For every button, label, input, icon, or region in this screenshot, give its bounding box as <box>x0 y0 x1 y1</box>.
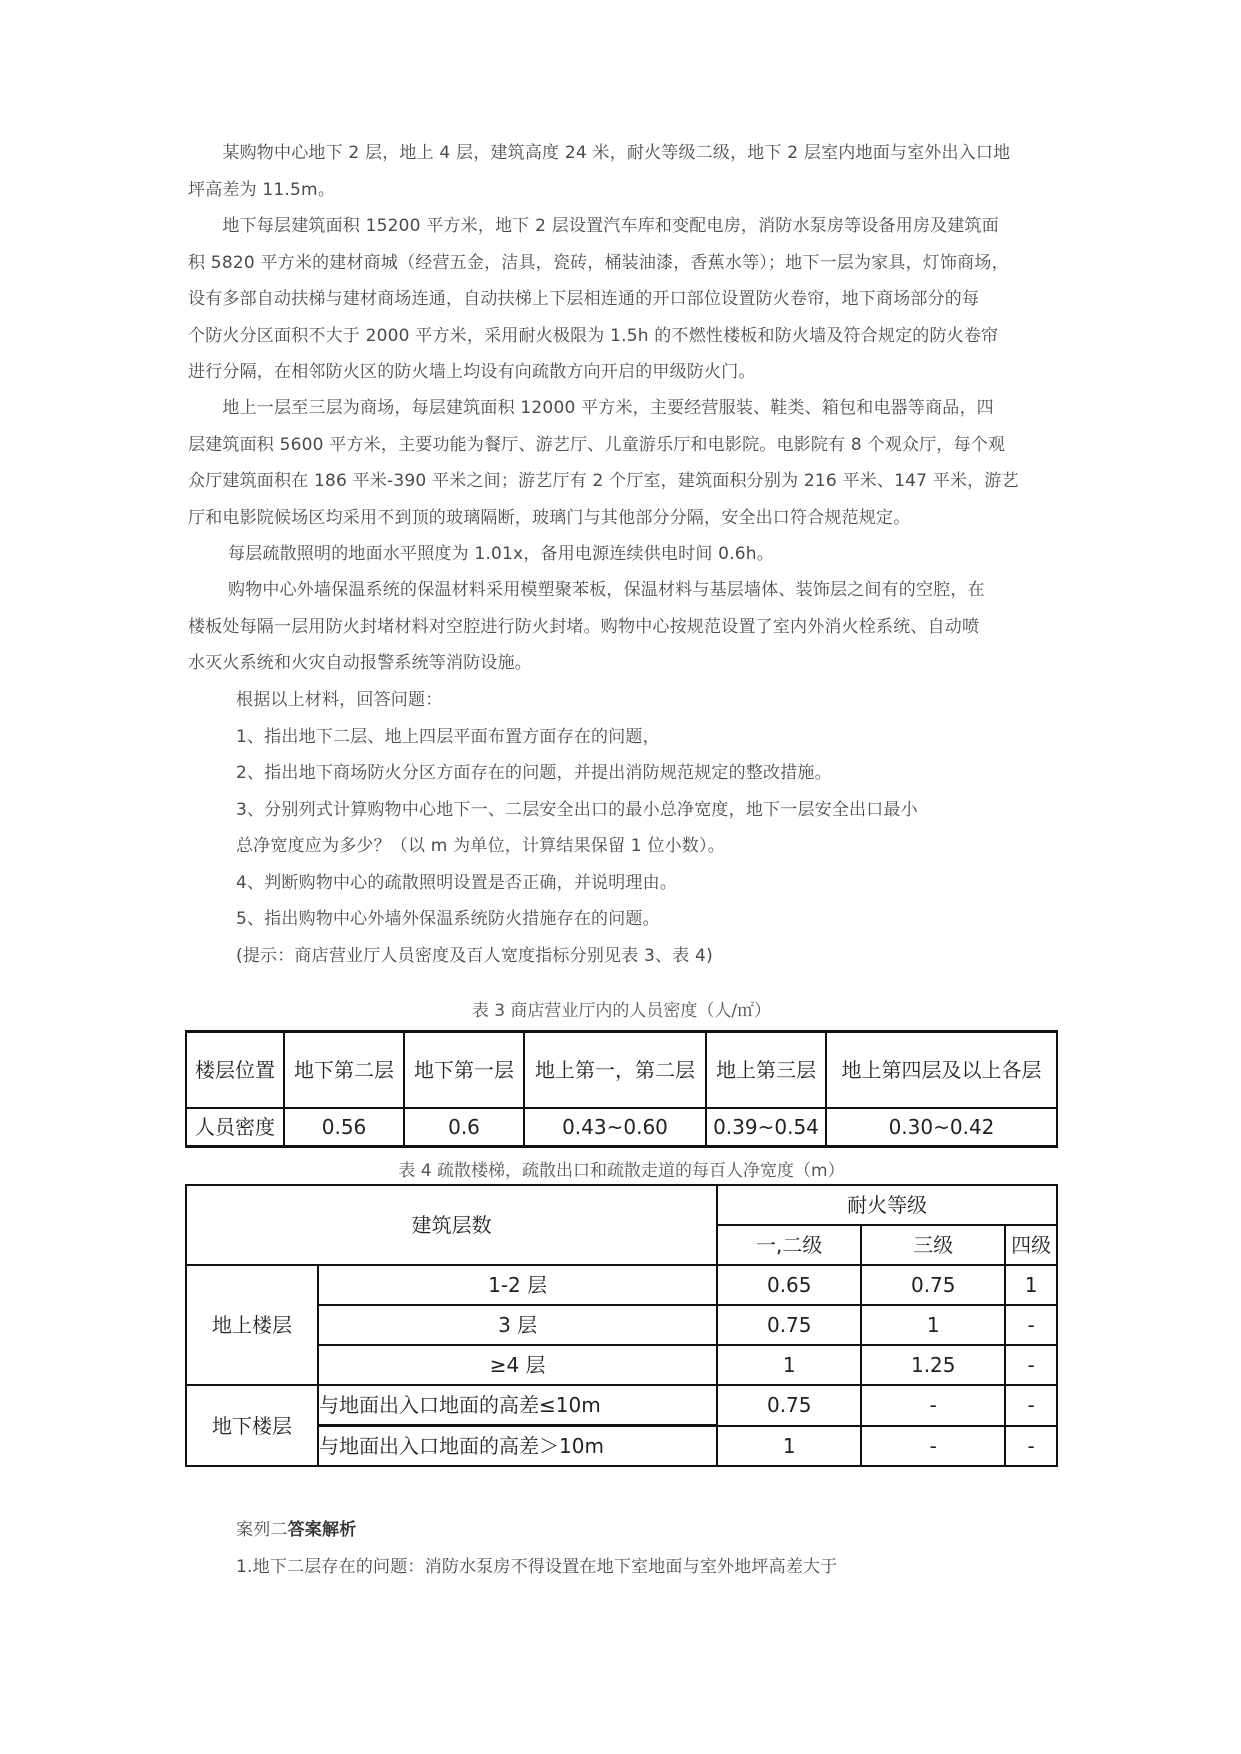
table-cell: - <box>861 1385 1005 1426</box>
table-row <box>186 1108 1057 1147</box>
questions-block <box>236 682 1106 974</box>
table-cell: 1 <box>717 1345 861 1385</box>
table-cell: 1 <box>861 1305 1005 1345</box>
answer-block <box>236 1512 1106 1585</box>
text-line: 某购物中心地下 2 层，地上 4 层，建筑高度 24 米，耐火等级二级，地下 2 层室内地面与室外出入口地 <box>188 143 1011 163</box>
table-cell: 0.75 <box>861 1265 1005 1305</box>
table-header-row <box>186 1185 1057 1225</box>
paragraph-building-overview <box>188 135 1058 208</box>
hint-text: (提示：商店营业厅人员密度及百人宽度指标分别见表 3、表 4) <box>236 945 713 966</box>
grade-header: 四级 <box>1005 1225 1057 1265</box>
table-cell: - <box>861 1426 1005 1467</box>
header-cell: 地下第一层 <box>404 1032 524 1109</box>
text-line: 地下每层建筑面积 15200 平方米，地下 2 层设置汽车库和变配电房，消防水泵房等设备用房及建筑面 <box>188 216 999 236</box>
floors-cell: 与地面出入口地面的高差≤10m <box>318 1385 717 1426</box>
group-label: 地下楼层 <box>186 1385 318 1466</box>
question-item: 2、指出地下商场防火分区方面存在的问题，并提出消防规范规定的整改措施。 <box>236 763 832 783</box>
answer-line: 1.地下二层存在的问题：消防水泵房不得设置在地下室地面与室外地坪高差大于 <box>236 1556 838 1577</box>
table-row <box>186 1265 1057 1305</box>
text-line: 个防火分区面积不大于 2000 平方米，采用耐火极限为 1.5h 的不燃性楼板和防火墙及符合规定的防火卷帘 <box>188 325 999 346</box>
corner-header: 建筑层数 <box>186 1185 717 1265</box>
text-line: 水灭火系统和火灾自动报警系统等消防设施。 <box>188 653 532 673</box>
question-item: 3、分别列式计算购物中心地下一、二层安全出口的最小总净宽度，地下一层安全出口最小 <box>236 799 918 820</box>
text-line: 层建筑面积 5600 平方米，主要功能为餐厅、游艺厅、儿童游乐厅和电影院。电影院有 8 个观众厅，每个观 <box>188 434 1006 455</box>
answer-title-bold: 答案解析 <box>287 1520 357 1540</box>
answer-title <box>236 1512 1106 1549</box>
header-cell: 楼层位置 <box>186 1032 284 1109</box>
paragraph-underground <box>188 208 1058 391</box>
text-line: 坪高差为 11.5m。 <box>188 179 336 200</box>
header-cell: 地上第三层 <box>706 1032 826 1109</box>
question-item: 4、判断购物中心的疏散照明设置是否正确，并说明理由。 <box>236 872 678 893</box>
group-header: 耐火等级 <box>717 1185 1057 1225</box>
text-line: 积 5820 平方米的建材商城（经营五金，洁具，瓷砖，桶装油漆，香蕉水等）；地下一层为家具，灯饰商场， <box>188 252 1009 273</box>
table-row <box>186 1385 1057 1426</box>
table-header-row <box>186 1032 1057 1109</box>
grade-header: 一,二级 <box>717 1225 861 1265</box>
grade-header: 三级 <box>861 1225 1005 1265</box>
table-cell: 0.75 <box>717 1305 861 1345</box>
table-occupant-density <box>185 1030 1058 1148</box>
table-cell: 0.75 <box>717 1385 861 1426</box>
text-line: 楼板处每隔一层用防火封堵材料对空腔进行防火封堵。购物中心按规范设置了室内外消火栓系统、自动喷 <box>188 616 980 637</box>
text-line: 购物中心外墙保温系统的保温材料采用模塑聚苯板，保温材料与基层墙体、装饰层之间有的空腔，在 <box>188 580 985 600</box>
table4-caption: 表 4 疏散楼梯，疏散出口和疏散走道的每百人净宽度（m） <box>398 1161 845 1181</box>
header-cell: 地下第二层 <box>284 1032 404 1109</box>
table-cell: 0.43~0.60 <box>524 1108 706 1147</box>
floors-cell: ≥4 层 <box>318 1345 717 1385</box>
table-cell: 1 <box>717 1426 861 1467</box>
text-line: 设有多部自动扶梯与建材商场连通，自动扶梯上下层相连通的开口部位设置防火卷帘，地下商场部分的每 <box>188 289 980 309</box>
header-cell: 地上第四层及以上各层 <box>826 1032 1057 1109</box>
group-label: 地上楼层 <box>186 1265 318 1385</box>
header-cell: 地上第一，第二层 <box>524 1032 706 1109</box>
paragraph-insulation <box>188 572 1058 682</box>
table-cell: 1 <box>1005 1265 1057 1305</box>
table-width-per-hundred <box>185 1184 1058 1467</box>
table-cell: 0.39~0.54 <box>706 1108 826 1147</box>
table-cell: 0.56 <box>284 1108 404 1147</box>
table3-caption: 表 3 商店营业厅内的人员密度（人/㎡） <box>471 1001 772 1021</box>
paragraph-lighting <box>188 536 1058 573</box>
question-item: 1、指出地下二层、地上四层平面布置方面存在的问题， <box>236 726 660 747</box>
table-cell: - <box>1005 1426 1057 1467</box>
question-item: 5、指出购物中心外墙外保温系统防火措施存在的问题。 <box>236 909 660 929</box>
answer-title-normal: 案列二 <box>236 1520 288 1540</box>
text-line: 地上一层至三层为商场，每层建筑面积 12000 平方米，主要经营服装、鞋类、箱包和电器等商品，四 <box>188 398 994 418</box>
table-cell: 1.25 <box>861 1345 1005 1385</box>
paragraph-above-ground <box>188 390 1058 536</box>
table-cell: 0.6 <box>404 1108 524 1147</box>
floors-cell: 1-2 层 <box>318 1265 717 1305</box>
question-item: 总净宽度应为多少？（以 m 为单位，计算结果保留 1 位小数）。 <box>236 836 725 856</box>
table-cell: 0.30~0.42 <box>826 1108 1057 1147</box>
text-line: 众厅建筑面积在 186 平米-390 平米之间；游艺厅有 2 个厅室，建筑面积分别为 216 平米、147 平米，游艺 <box>188 471 1019 491</box>
text-line: 厅和电影院候场区均采用不到顶的玻璃隔断，玻璃门与其他部分分隔，安全出口符合规范规定。 <box>188 507 911 528</box>
table-cell: 0.65 <box>717 1265 861 1305</box>
row-label: 人员密度 <box>186 1108 284 1147</box>
table-cell: - <box>1005 1385 1057 1426</box>
text-line: 每层疏散照明的地面水平照度为 1.01x，备用电源连续供电时间 0.6h。 <box>188 544 774 564</box>
questions-intro: 根据以上材料，回答问题： <box>236 690 443 710</box>
table-cell: - <box>1005 1305 1057 1345</box>
floors-cell: 3 层 <box>318 1305 717 1345</box>
floors-cell: 与地面出入口地面的高差＞10m <box>318 1426 717 1467</box>
table-cell: - <box>1005 1345 1057 1385</box>
text-line: 进行分隔，在相邻防火区的防火墙上均设有向疏散方向开启的甲级防火门。 <box>188 362 756 382</box>
